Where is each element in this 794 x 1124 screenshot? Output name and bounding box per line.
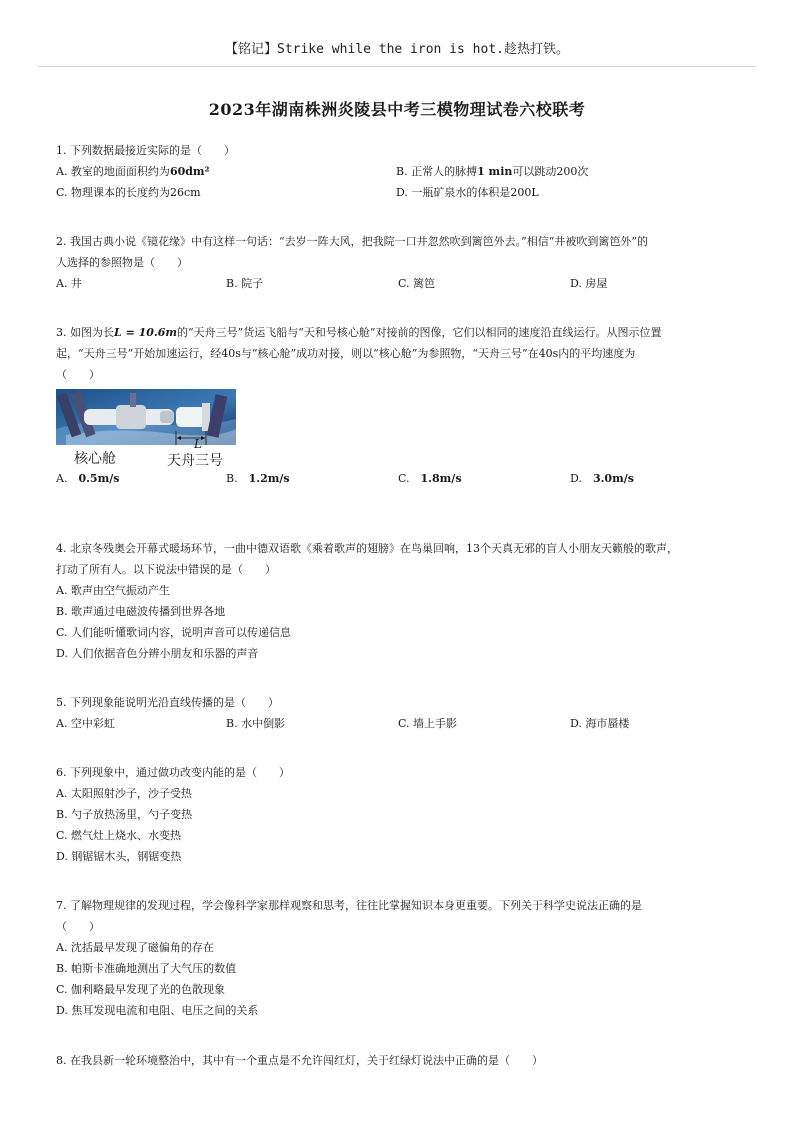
option-b[interactable]: B. 帕斯卡准确地测出了大气压的数值 [56,962,237,975]
option-a[interactable]: A. 歌声由空气振动产生 [56,584,170,597]
question-stem: 6. 下列现象中，通过做功改变内能的是（ ） [56,766,290,779]
option-c[interactable]: C. 墙上手影 [398,717,458,730]
option-d[interactable]: D. 一瓶矿泉水的体积是200L [396,186,539,199]
options-row [56,713,740,734]
option-c[interactable]: C. 篱笆 [398,277,436,290]
question-stem: 人选择的参照物是（ ） [56,256,188,269]
length-label: L [194,437,202,451]
core-module-label: 核心舱 [74,451,116,467]
question-stem: 4. 北京冬残奥会开幕式暖场环节，一曲中德双语歌《乘着歌声的翅膀》在鸟巢回响，13个天真无邪的盲人小朋友天籁般的歌声， [56,542,678,555]
option-b[interactable]: B. 水中倒影 [226,717,286,730]
question-stem: 起，“天舟三号”开始加速运行，经40s与“核心舱”成功对接，则以“核心舱”为参照物，“天舟三号”在40s内的平均速度为 [56,347,636,360]
question-4 [56,538,740,664]
question-1 [56,140,740,203]
question-3 [56,322,740,489]
option-d[interactable]: D. 焦耳发现电流和电阻、电压之间的关系 [56,1004,259,1017]
option-d[interactable]: D. 房屋 [570,277,608,290]
options-row [56,273,740,294]
option-c[interactable]: C. 1.8m/s [398,471,462,485]
question-8 [56,1050,740,1071]
option-d[interactable]: D. 3.0m/s [570,471,634,485]
question-7 [56,895,740,1021]
question-stem: （ ） [56,368,100,381]
option-b[interactable]: B. 正常人的脉搏1 min可以跳动200次 [396,165,589,178]
option-c[interactable]: C. 燃气灶上烧水、水变热 [56,829,182,842]
option-b[interactable]: B. 勺子放热汤里，勺子变热 [56,808,193,821]
option-d[interactable]: D. 海市蜃楼 [570,717,630,730]
options-row [56,182,740,203]
question-stem: 7. 了解物理规律的发现过程，学会像科学家那样观察和思考，往往比掌握知识本身更重要。下列关于科学史说法正确的是 [56,899,642,912]
question-stem: 8. 在我县新一轮环境整治中，其中有一个重点是不允许闯红灯，关于红绿灯说法中正确的是（ ） [56,1054,543,1067]
tianzhou-label: 天舟三号 [167,453,223,469]
option-a[interactable]: A. 0.5m/s [56,471,120,485]
question-stem: 打动了所有人。以下说法中错误的是（ ） [56,563,276,576]
option-b[interactable]: B. 院子 [226,277,264,290]
question-stem: 1. 下列数据最接近实际的是（ ） [56,144,235,157]
docking-figure [56,389,236,489]
question-stem: 3. 如图为长L = 10.6m的“天舟三号”货运飞船与“天和号核心舱”对接前的图像，它们以相同的速度沿直线运行。从图示位置 [56,326,662,339]
question-6 [56,762,740,867]
option-a[interactable]: A. 井 [56,277,82,290]
options-row [56,161,740,182]
option-a[interactable]: A. 沈括最早发现了磁偏角的存在 [56,941,214,954]
question-stem: 5. 下列现象能说明光沿直线传播的是（ ） [56,696,279,709]
option-c[interactable]: C. 伽利略最早发现了光的色散现象 [56,983,226,996]
question-5 [56,692,740,734]
option-d[interactable]: D. 人们依据音色分辨小朋友和乐器的声音 [56,647,259,660]
option-b[interactable]: B. 1.2m/s [226,471,290,485]
page-motto: 【铭记】Strike while the iron is hot.趁热打铁。 [225,42,569,57]
spacecraft-photo [56,389,236,445]
option-b[interactable]: B. 歌声通过电磁波传播到世界各地 [56,605,226,618]
question-stem: 2. 我国古典小说《镜花缘》中有这样一句话：“去岁一阵大风，把我院一口井忽然吹到篱笆外去。”相信“井被吹到篱笆外”的 [56,235,648,248]
option-a[interactable]: A. 太阳照射沙子，沙子受热 [56,787,192,800]
question-stem: （ ） [56,920,100,933]
option-a[interactable]: A. 教室的地面面积约为60dm² [56,165,210,178]
page-title: 2023年湖南株洲炎陵县中考三模物理试卷六校联考 [208,100,586,119]
option-a[interactable]: A. 空中彩虹 [56,717,115,730]
option-c[interactable]: C. 物理课本的长度约为26cm [56,186,201,199]
option-c[interactable]: C. 人们能听懂歌词内容，说明声音可以传递信息 [56,626,292,639]
option-d[interactable]: D. 钢锯锯木头，钢锯变热 [56,850,182,863]
question-2 [56,231,740,294]
header-divider [38,66,756,67]
